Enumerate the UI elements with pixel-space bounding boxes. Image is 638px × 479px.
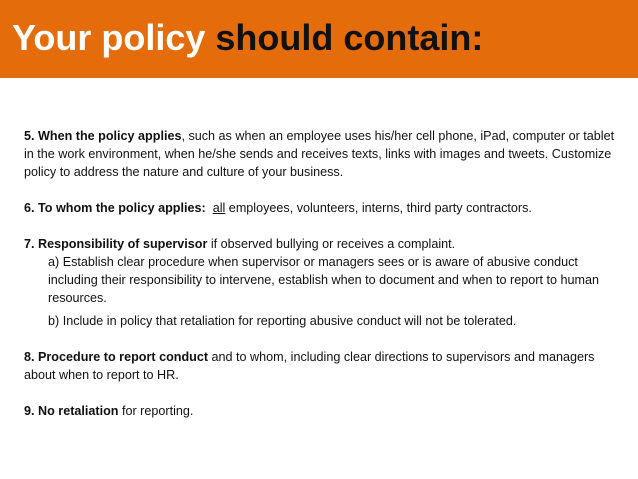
item-7-sub-b: b) Include in policy that retaliation for reporting abusive conduct will not be tolerated. [48, 314, 517, 328]
item-5 [24, 127, 618, 181]
item-8-text: and to whom, including clear directions to supervisors and managers about when to report to HR. [24, 350, 595, 382]
item-6-text: employees, volunteers, interns, third party contractors. [225, 201, 532, 215]
item-7-sub-a: a) Establish clear procedure when supervisor or managers sees or is aware of abusive conduct including their responsibility to intervene, establish when to document and when to report to human resources. [48, 255, 599, 305]
title-banner [0, 0, 638, 78]
item-7 [24, 235, 618, 253]
item-6-space [206, 201, 213, 215]
title-part-white: Your policy [12, 17, 206, 58]
item-9-text: for reporting. [118, 404, 194, 418]
slide-title [12, 16, 483, 60]
item-5-heading: 5. When the policy applies [24, 129, 182, 143]
item-8-heading: 8. Procedure to report conduct [24, 350, 209, 364]
item-9 [24, 402, 618, 420]
item-6 [24, 199, 618, 217]
title-part-dark: should contain: [215, 17, 484, 58]
item-5-text: , such as when an employee uses his/her cell phone, iPad, computer or tablet in the work environment, when he/she sends and receives texts, links with images and tweets. Customize policy to address the nature and culture of your business. [24, 129, 615, 179]
item-6-heading: 6. To whom the policy applies: [24, 201, 206, 215]
item-9-heading: 9. No retaliation [24, 404, 119, 418]
item-7-heading: 7. Responsibility of supervisor [24, 237, 208, 251]
policy-content [24, 127, 618, 420]
item-7-text: if observed bullying or receives a complaint. [207, 237, 456, 251]
item-8 [24, 348, 618, 384]
item-6-underlined: all [212, 201, 226, 215]
